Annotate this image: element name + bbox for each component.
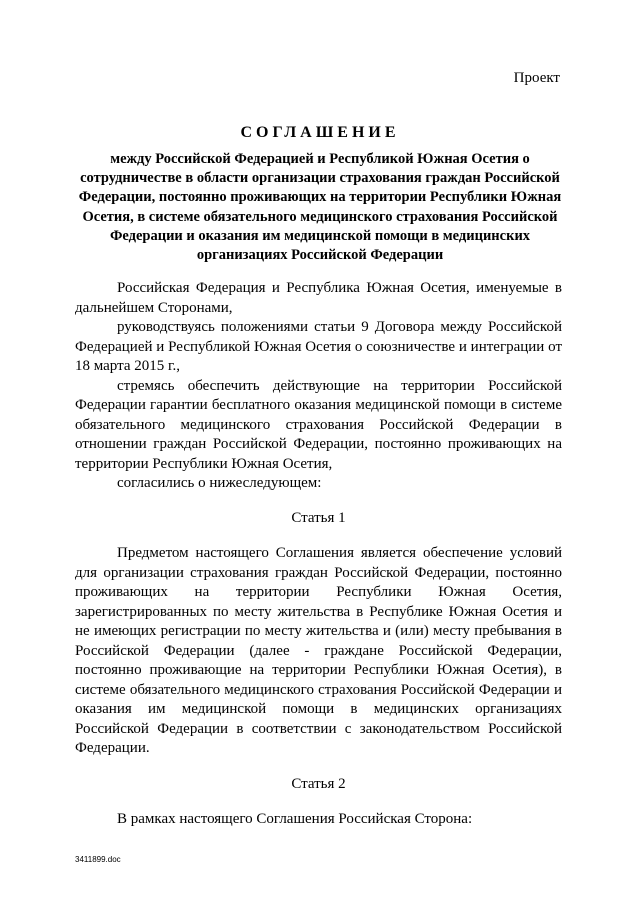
preamble-paragraph: согласились о нижеследующем: [117, 475, 322, 491]
file-name-footer: 3411899.doc [75, 855, 121, 864]
preamble-paragraph: руководствуясь положениями статьи 9 Договора между Российской Федерацией и Республикой Южная Осетия о союзничестве и интеграции от 18 марта 2015 г., [75, 319, 562, 374]
document-subtitle: между Российской Федерацией и Республикой Южная Осетия о сотрудничестве в области организации страхования граждан Российской Федерации, постоянно проживающих на территории Республики Южная Осетия, в системе обязательного медицинского страхования Российской Федерации и оказания им медицинской помощи в медицинских организациях Российской Федерации [78, 151, 562, 264]
article-1-text: Предметом настоящего Соглашения является обеспечение условий для организации страхования граждан Российской Федерации, постоянно проживающих на территории Республики Южная Осетия, зарегистрированных по месту жительства в Республике Южная Осетия и не имеющих регистрации по месту жительства и (или) месту пребывания в Российской Федерации (далее - граждане Российской Федерации, постоянно проживающие на территории Республики Южная Осетия), в системе обязательного медицинского страхования Российской Федерации и оказания им медицинской помощи в медицинских организациях Российской Федерации в соответствии с законодательством Российской Федерации. [75, 545, 562, 756]
document-body [75, 279, 562, 830]
article-1-heading: Статья 1 [291, 509, 346, 526]
article-2-text: В рамках настоящего Соглашения Российская Сторона: [117, 811, 473, 827]
draft-label: Проект [513, 70, 560, 86]
preamble-paragraph: стремясь обеспечить действующие на территории Российской Федерации гарантии бесплатного оказания медицинской помощи в системе обязательного медицинского страхования Российской Федерации в отношении граждан Российской Федерации, постоянно проживающих на территории Республики Южная Осетия, [75, 377, 562, 472]
article-2-heading: Статья 2 [291, 775, 346, 792]
preamble-paragraph: Российская Федерация и Республика Южная Осетия, именуемые в дальнейшем Сторонами, [75, 280, 562, 316]
document-title: СОГЛАШЕНИЕ [240, 124, 400, 141]
